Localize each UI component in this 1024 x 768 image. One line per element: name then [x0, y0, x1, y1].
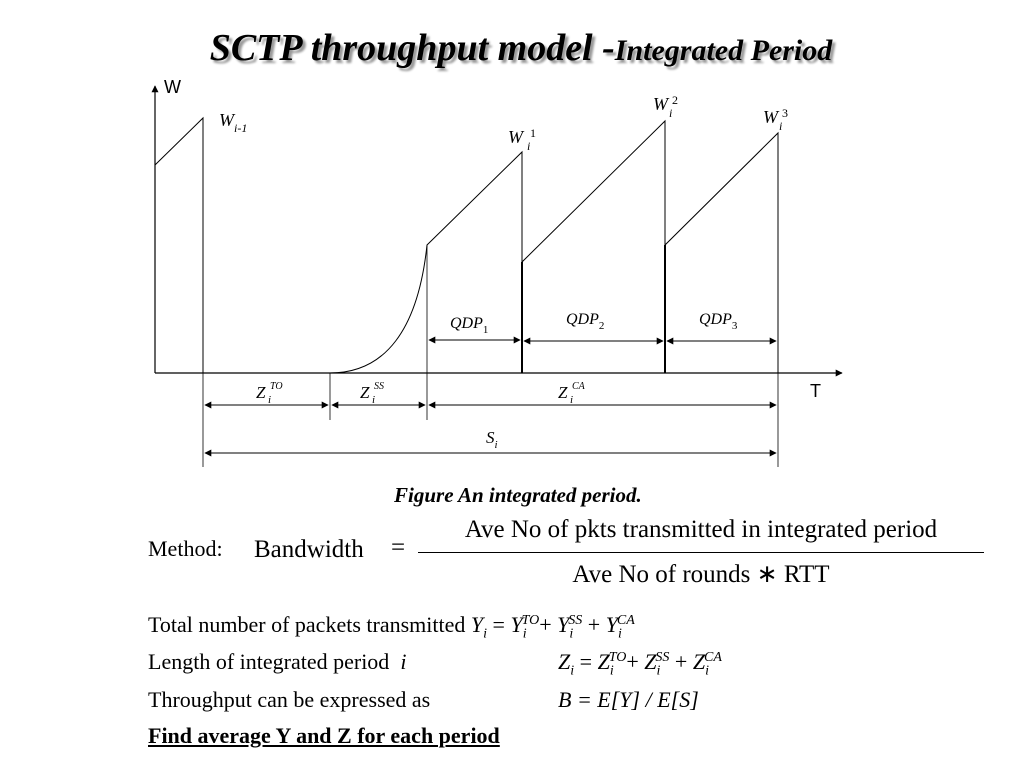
peak-label-1: Wi1: [508, 126, 536, 153]
method-label: Method:: [148, 536, 223, 561]
zto-label: ZiTO: [256, 381, 283, 406]
equals-sign: =: [391, 534, 406, 561]
x-axis-label: T: [810, 381, 821, 401]
total-packets-text: Total number of packets transmitted: [148, 612, 466, 637]
figure-caption: Figure An integrated period.: [394, 483, 642, 507]
title-main: SCTP throughput model -: [209, 27, 615, 69]
throughput-formula: B = E[Y] / E[S]: [558, 687, 699, 712]
zca-label: ZiCA: [558, 381, 585, 406]
bottom-instruction: Find average Y and Z for each period: [148, 723, 500, 748]
fraction-denominator: Ave No of rounds ∗ RTT: [572, 561, 830, 588]
title-sub: Integrated Period: [614, 34, 833, 67]
peak-label-3: Wi3: [763, 106, 788, 133]
bandwidth-lhs: Bandwidth: [254, 536, 364, 563]
fraction-numerator: Ave No of pkts transmitted in integrated period: [464, 516, 938, 543]
length-formula: $Z_i = Z_i^{TO}+ Z_i^{SS} + Z_i^{CA}$: [558, 649, 722, 679]
peak-label-prev: $W_{i-1}$: [219, 110, 248, 135]
y-axis-label: W: [164, 77, 181, 97]
fraction-bar: [418, 552, 984, 553]
peak-label-2: Wi2: [653, 93, 678, 120]
throughput-line: Throughput can be expressed as: [148, 687, 431, 712]
window-curve: [155, 118, 778, 373]
qdp1-label: $QDP_1$: [450, 315, 489, 336]
zss-label: ZiSS: [360, 381, 384, 406]
total-packets-line: [148, 612, 635, 642]
si-label: $S_i$: [486, 428, 498, 451]
length-var: i: [400, 649, 407, 674]
qdp2-label: $QDP_2$: [566, 311, 605, 332]
qdp3-label: $QDP_3$: [699, 311, 738, 332]
total-packets-formula: $Y_i = Y_i^{TO}+ Y_i^{SS} + Y_i^{CA}$: [470, 612, 635, 642]
length-text: Length of integrated period: [148, 649, 390, 674]
length-line: [148, 649, 406, 675]
